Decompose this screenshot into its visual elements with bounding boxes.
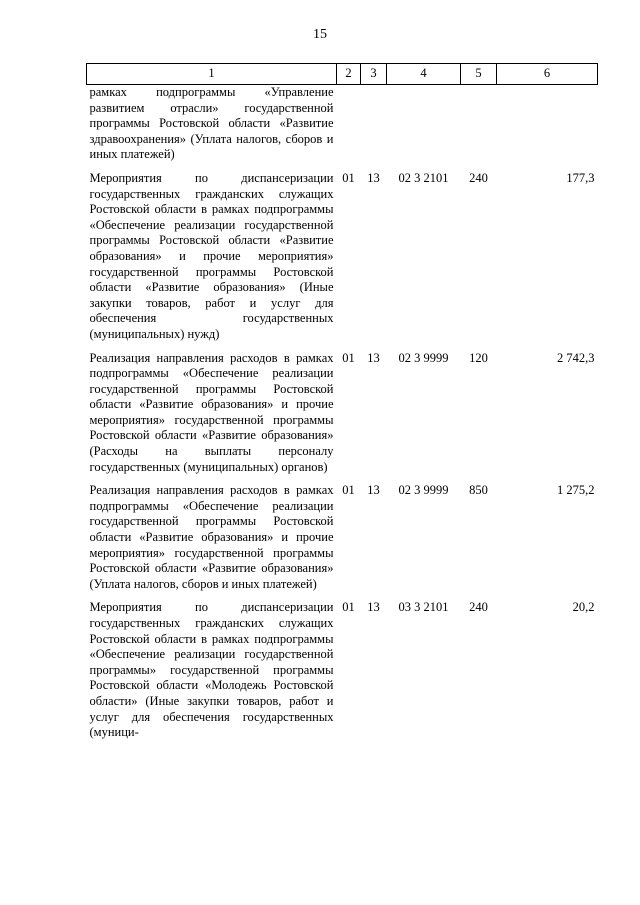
- table-row: [87, 171, 598, 351]
- row-target-item: 03 3 2101: [398, 600, 449, 615]
- row-name: рамках подпрограммы «Управление развитием отрасли» государственной программы Ростовской области «Развитие здравоохранения» (Уплата налогов, сборов и иных платежей): [89, 85, 334, 162]
- row-amount: [497, 85, 598, 171]
- row-section: 01: [342, 170, 355, 185]
- row-section: 01: [342, 483, 355, 498]
- row-target-item: [387, 85, 461, 171]
- budget-table: [86, 63, 598, 749]
- row-expense-type: 240: [469, 170, 488, 185]
- header-col-5: 5: [461, 64, 497, 85]
- header-col-6: 6: [497, 64, 598, 85]
- table-row: [87, 85, 598, 171]
- header-col-1: 1: [87, 64, 337, 85]
- row-expense-type: 120: [469, 350, 488, 365]
- row-name: Реализация направления расходов в рамках подпрограммы «Обеспечение реализации государственной программы Ростовской области «Развитие образования» и прочие мероприятия» государственной программы Ростовской области «Развитие образования» (Расходы на выплаты персоналу государственных (муниципальных) органов): [89, 350, 334, 474]
- row-expense-type: 240: [469, 600, 488, 615]
- header-col-2: 2: [337, 64, 361, 85]
- table-row: [87, 483, 598, 600]
- row-section: [337, 85, 361, 171]
- header-col-3: 3: [361, 64, 387, 85]
- table-row: [87, 600, 598, 748]
- row-subsection: [361, 85, 387, 171]
- row-target-item: 02 3 2101: [398, 170, 449, 185]
- row-name: Мероприятия по диспансеризации государственных гражданских служащих Ростовской области в рамках подпрограммы «Обеспечение реализации государственной программы» государственной программы Ростовской области «Молодежь Ростовской области» (Иные закупки товаров, работ и услуг для обеспечения государственных (муници-: [89, 600, 334, 740]
- row-section: 01: [342, 350, 355, 365]
- page-number: 15: [313, 27, 327, 42]
- table-row: [87, 351, 598, 484]
- row-subsection: 13: [367, 483, 380, 498]
- header-col-4: 4: [387, 64, 461, 85]
- row-section: 01: [342, 600, 355, 615]
- row-subsection: 13: [367, 170, 380, 185]
- row-name: Мероприятия по диспансеризации государственных гражданских служащих Ростовской области в рамках подпрограммы «Обеспечение реализации государственной программы Ростовской области «Развитие образования» и прочие мероприятия» государственной программы Ростовской области «Развитие образования» (Иные закупки товаров, работ и услуг для обеспечения государственных (муниципальных) нужд): [89, 170, 334, 341]
- table-header-row: [87, 64, 598, 85]
- row-amount: 20,2: [572, 600, 595, 615]
- row-amount: 177,3: [566, 170, 595, 185]
- row-expense-type: 850: [469, 483, 488, 498]
- row-expense-type: [461, 85, 497, 171]
- row-target-item: 02 3 9999: [398, 483, 449, 498]
- row-subsection: 13: [367, 350, 380, 365]
- row-amount: 1 275,2: [557, 483, 595, 498]
- row-name: Реализация направления расходов в рамках подпрограммы «Обеспечение реализации государственной программы Ростовской области «Развитие образования» и прочие мероприятия» государственной программы Ростовской области «Развитие образования» (Уплата налогов, сборов и иных платежей): [89, 483, 334, 591]
- row-target-item: 02 3 9999: [398, 350, 449, 365]
- row-amount: 2 742,3: [557, 350, 595, 365]
- row-subsection: 13: [367, 600, 380, 615]
